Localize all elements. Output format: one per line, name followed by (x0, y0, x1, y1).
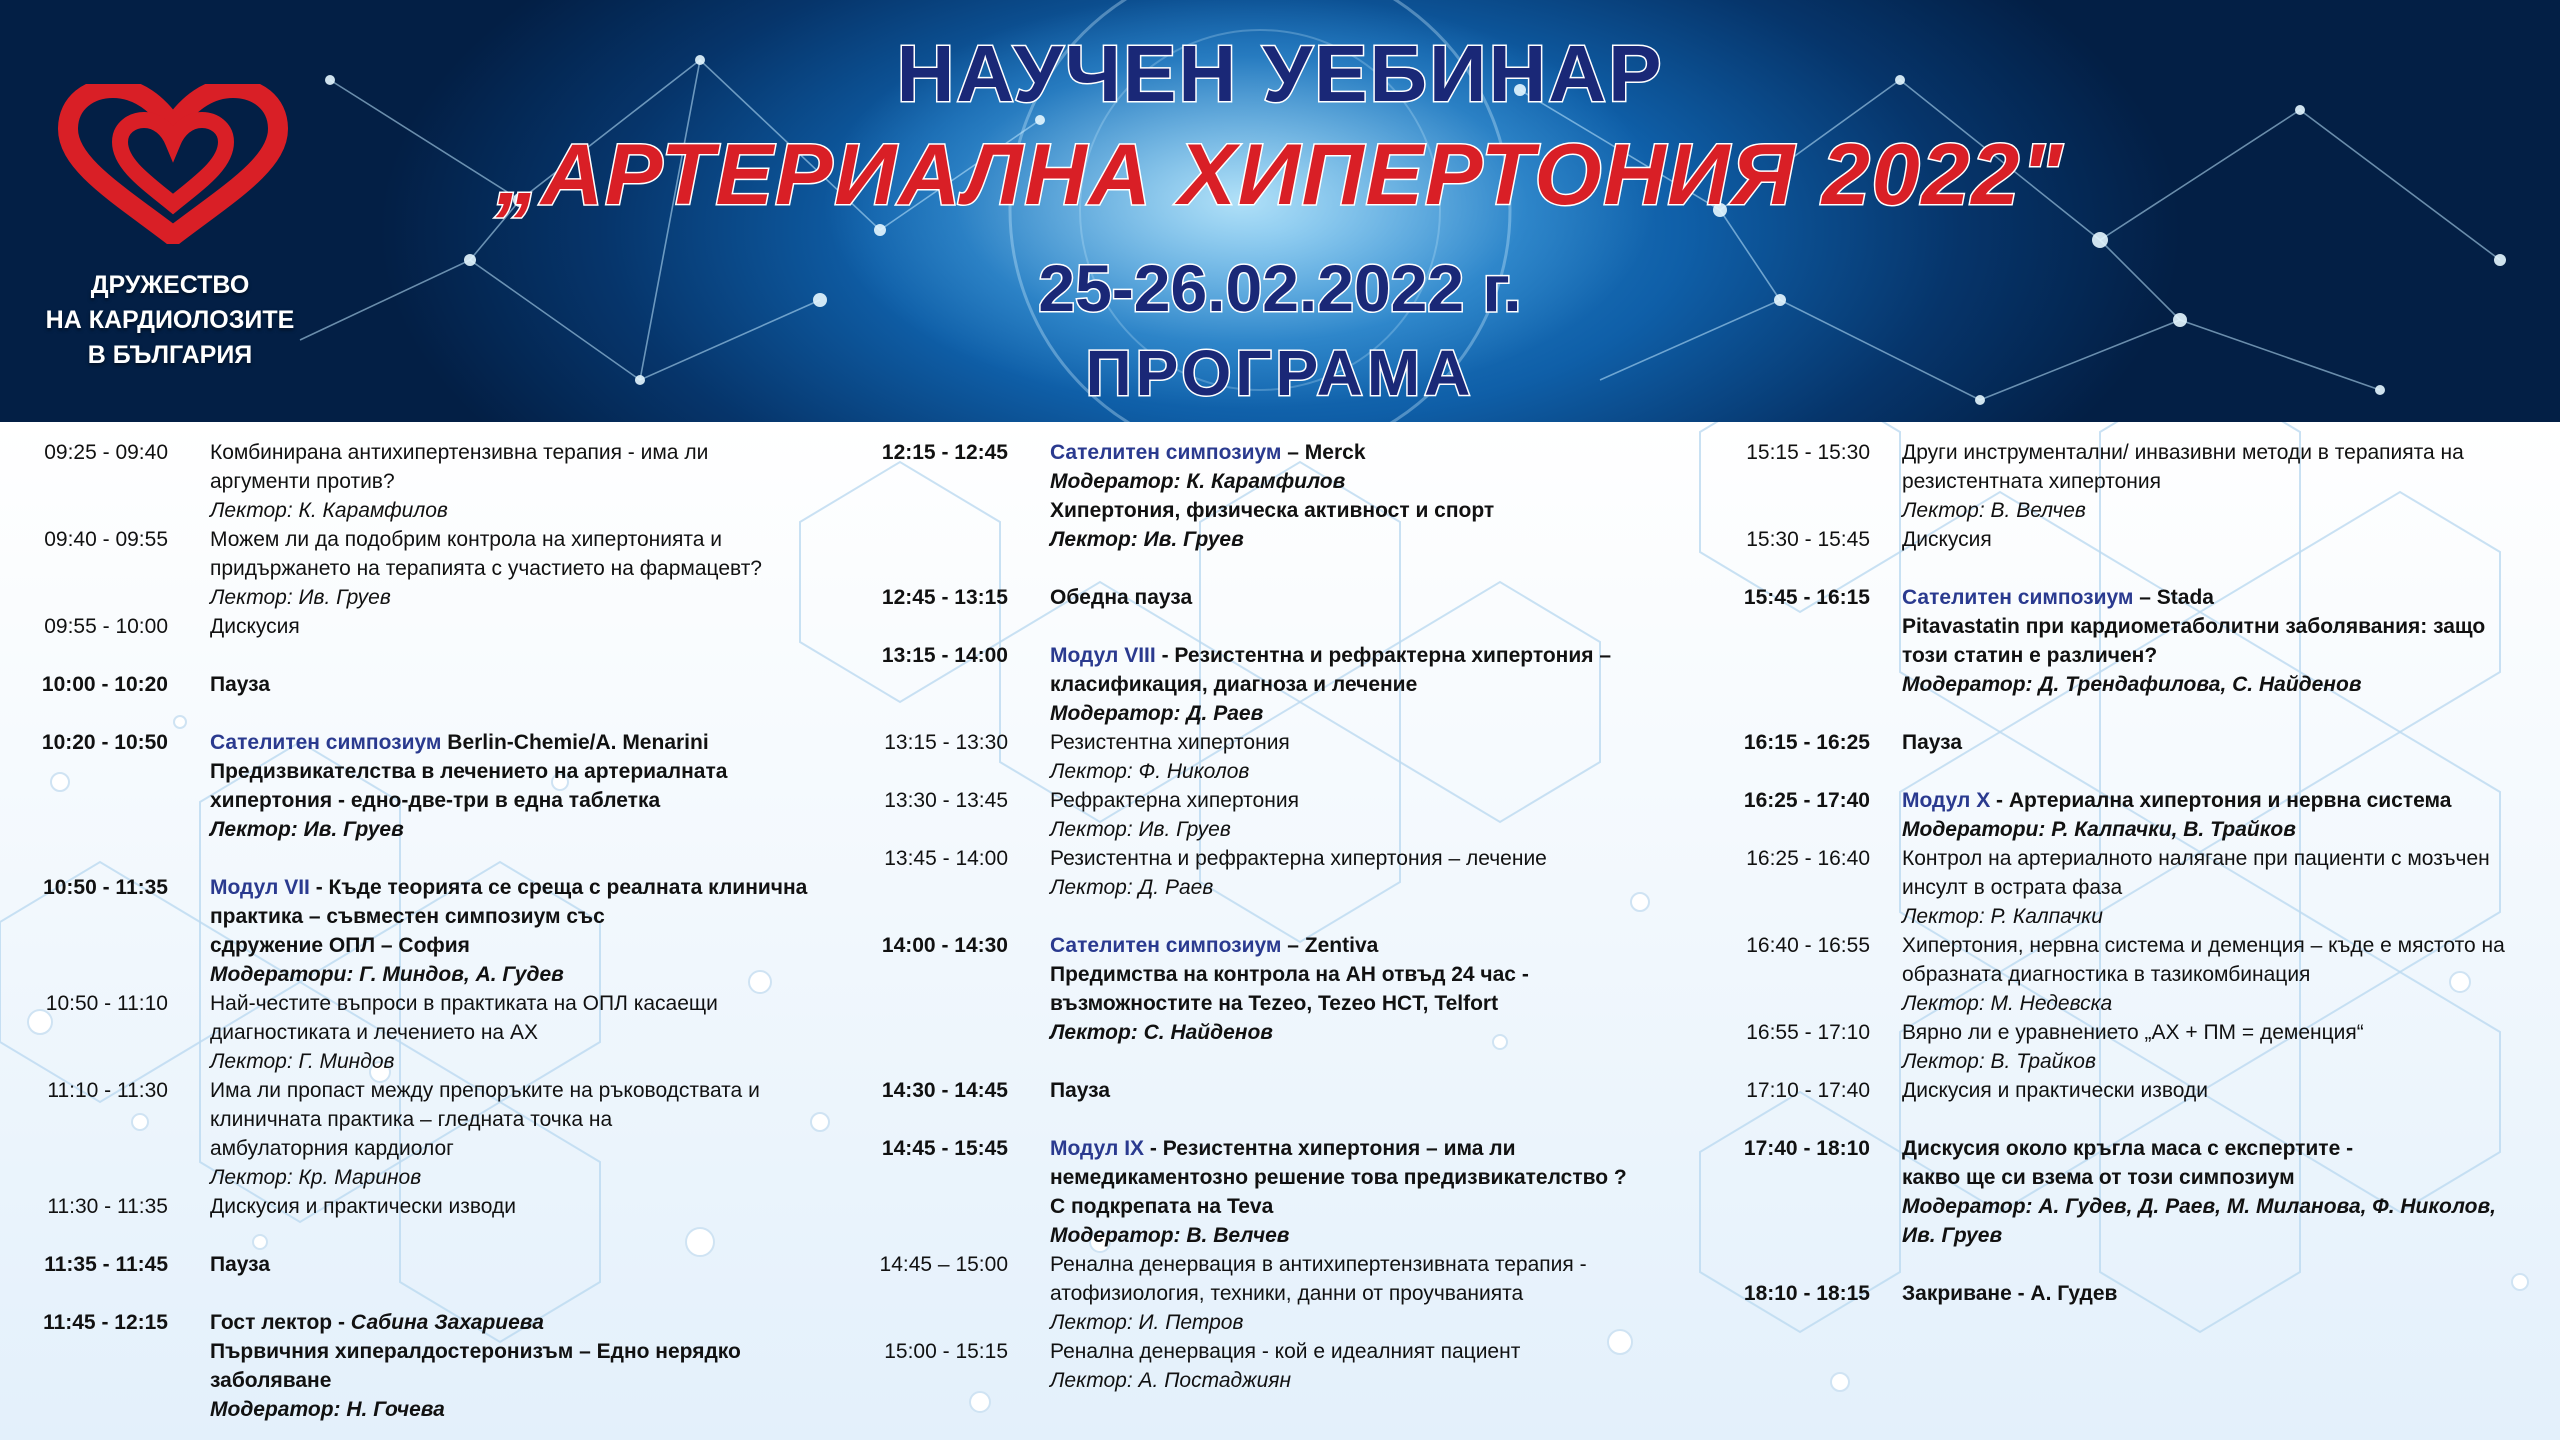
session-line (1050, 844, 1690, 873)
text-segment: Гост лектор - (210, 1311, 351, 1334)
time-slot: 18:10 - 18:15 (1743, 1282, 1870, 1305)
session-line (1050, 873, 1690, 902)
session-line (1050, 699, 1690, 728)
session-line (1902, 641, 2560, 670)
text-segment: С подкрепата на Teva (1050, 1195, 1274, 1218)
session-line (1050, 1221, 1690, 1250)
text-segment: – Merck (1281, 441, 1366, 464)
session-line (210, 1134, 820, 1163)
session-line (1902, 989, 2560, 1018)
session-line (1050, 438, 1690, 467)
session-line (210, 786, 820, 815)
session-line (1050, 1134, 1690, 1163)
text-segment: Модератори: Р. Калпачки, В. Трайков (1902, 818, 2296, 841)
text-segment: Berlin-Chemie/A. Menarini (447, 731, 709, 754)
session-line (210, 1337, 820, 1366)
session-line (210, 467, 820, 496)
schedule-row (0, 670, 820, 699)
text-segment: Пауза (1902, 731, 1963, 754)
session-line (1050, 757, 1690, 786)
session-line (210, 757, 820, 786)
session-line (1902, 496, 2560, 525)
schedule-row (850, 1337, 1690, 1395)
text-segment: Рефрактерна хипертония (1050, 789, 1299, 812)
text-segment: атофизиология, техники, данни от проучванията (1050, 1282, 1524, 1305)
text-segment: Лектор: Ив. Груев (1050, 818, 1231, 841)
text-segment: амбулаторния кардиолог (210, 1137, 454, 1160)
schedule-row (1700, 1076, 2560, 1105)
session-line (210, 583, 820, 612)
row-spacer (0, 641, 820, 670)
text-segment: Пауза (210, 673, 271, 696)
text-segment: Резистентна хипертония (1050, 731, 1290, 754)
schedule-row (1700, 525, 2560, 554)
text-segment: Модул VII (210, 876, 310, 899)
text-segment: Лектор: В. Трайков (1902, 1050, 2096, 1073)
schedule-row (1700, 728, 2560, 757)
schedule-row (850, 1134, 1690, 1250)
text-segment: Модератори: Г. Миндов, А. Гудев (210, 963, 564, 986)
time-slot: 15:15 - 15:30 (1746, 441, 1870, 464)
text-segment: Лектор: Р. Калпачки (1902, 905, 2103, 928)
session-line (1902, 728, 2560, 757)
text-segment: Резистентна и рефрактерна хипертония – лечение (1050, 847, 1547, 870)
schedule-row (850, 641, 1690, 728)
text-segment: Вярно ли е уравнението „АХ + ПМ = деменция“ (1902, 1021, 2364, 1044)
text-segment: образната диагностика в тазикомбинация (1902, 963, 2311, 986)
session-line (1050, 525, 1690, 554)
schedule-row (0, 989, 820, 1076)
time-slot: 11:10 - 11:30 (47, 1079, 168, 1102)
text-segment: Дискусия (210, 615, 300, 638)
webinar-label: НАУЧЕН УЕБИНАР (896, 29, 1664, 118)
session-line (210, 1250, 820, 1279)
session-line (1050, 1250, 1690, 1279)
text-segment: Лектор: Ив. Груев (210, 818, 404, 841)
session-line (210, 554, 820, 583)
text-segment: класификация, диагноза и лечение (1050, 673, 1418, 696)
time-slot: 14:45 – 15:00 (879, 1253, 1008, 1276)
schedule-row (850, 1250, 1690, 1337)
session-line (1902, 844, 2560, 873)
text-segment: Модератор: Д. Раев (1050, 702, 1264, 725)
time-slot: 12:45 - 13:15 (881, 586, 1008, 609)
text-segment: Лектор: Д. Раев (1050, 876, 1214, 899)
text-segment: Лектор: Кр. Маринов (210, 1166, 422, 1189)
time-slot: 16:40 - 16:55 (1746, 934, 1870, 957)
row-spacer (850, 902, 1690, 931)
row-spacer (0, 1221, 820, 1250)
event-title: „АРТЕРИАЛНА ХИПЕРТОНИЯ 2022" (495, 127, 2065, 223)
session-line (1050, 1018, 1690, 1047)
text-segment: Сателитен симпозиум (1050, 441, 1282, 464)
schedule-row (1700, 1134, 2560, 1250)
text-segment: Ив. Груев (1902, 1224, 2003, 1247)
row-spacer (0, 1279, 820, 1308)
time-slot: 13:15 - 13:30 (884, 731, 1008, 754)
text-segment: придържането на терапията с участието на фармацевт? (210, 557, 762, 580)
session-line (210, 1105, 820, 1134)
schedule-row (0, 1076, 820, 1192)
text-segment: заболяване (210, 1369, 332, 1392)
time-slot: 09:40 - 09:55 (44, 528, 168, 551)
schedule-row (0, 525, 820, 612)
text-segment: Контрол на артериалното налягане при пациенти с мозъчен (1902, 847, 2490, 870)
session-line (1902, 902, 2560, 931)
session-line (1050, 1308, 1690, 1337)
schedule-row (0, 1250, 820, 1279)
session-line (1902, 670, 2560, 699)
text-segment: Лектор: Ф. Николов (1050, 760, 1250, 783)
text-segment: Сателитен симпозиум (1902, 586, 2134, 609)
time-slot: 15:30 - 15:45 (1746, 528, 1870, 551)
session-line (1050, 670, 1690, 699)
session-line (210, 1308, 820, 1337)
time-slot: 11:35 - 11:45 (44, 1253, 168, 1276)
schedule-row (1700, 1279, 2560, 1308)
session-line (1050, 1337, 1690, 1366)
text-segment: Сабина Захариева (350, 1311, 544, 1334)
session-line (210, 1047, 820, 1076)
schedule-row (0, 1192, 820, 1221)
text-segment: Сателитен симпозиум (210, 731, 448, 754)
text-segment: Лектор: А. Постаджиян (1050, 1369, 1292, 1392)
session-line (1902, 1192, 2560, 1221)
schedule-row (0, 873, 820, 989)
text-segment: Ренална денервация в антихипертензивната терапия - (1050, 1253, 1587, 1276)
time-slot: 16:55 - 17:10 (1746, 1021, 1870, 1044)
session-line (210, 612, 820, 641)
text-segment: какво ще си взема от този симпозиум (1902, 1166, 2295, 1189)
text-segment: - Резистентна и рефрактерна хипертония – (1161, 644, 1612, 667)
row-spacer (850, 1047, 1690, 1076)
session-line (1050, 1279, 1690, 1308)
time-slot: 10:00 - 10:20 (41, 673, 168, 696)
session-line (1050, 1192, 1690, 1221)
row-spacer (1700, 554, 2560, 583)
text-segment: Комбинирана антихипертензивна терапия - има ли (210, 441, 709, 464)
session-line (1050, 496, 1690, 525)
session-line (210, 1366, 820, 1395)
schedule-row (1700, 1018, 2560, 1076)
text-segment: диагностиката и лечението на АХ (210, 1021, 538, 1044)
session-line (1902, 1279, 2560, 1308)
time-slot: 09:25 - 09:40 (44, 441, 168, 464)
time-slot: 10:20 - 10:50 (41, 731, 168, 754)
text-segment: Предимства на контрола на АН отвъд 24 час - (1050, 963, 1529, 986)
session-line (1050, 1366, 1690, 1395)
schedule-column-3 (1700, 438, 2560, 1308)
schedule-row (0, 612, 820, 641)
schedule-row (850, 728, 1690, 786)
session-line (1902, 931, 2560, 960)
text-segment: – Zentiva (1281, 934, 1379, 957)
text-segment: Модул X (1902, 789, 1991, 812)
text-segment: Ренална денервация - кой е идеалният пациент (1050, 1340, 1521, 1363)
session-line (210, 1395, 820, 1424)
session-line (1902, 1047, 2560, 1076)
session-line (1902, 1134, 2560, 1163)
text-segment: Пауза (210, 1253, 271, 1276)
text-segment: немедикаментозно решение това предизвикателство ? (1050, 1166, 1627, 1189)
session-line (1902, 960, 2560, 989)
time-slot: 10:50 - 11:10 (45, 992, 168, 1015)
session-line (1902, 786, 2560, 815)
session-line (1050, 1076, 1690, 1105)
text-segment: Лектор: С. Найденов (1050, 1021, 1273, 1044)
text-segment: Лектор: Г. Миндов (210, 1050, 395, 1073)
session-line (210, 902, 820, 931)
row-spacer (1700, 757, 2560, 786)
session-line (1050, 989, 1690, 1018)
text-segment: Лектор: В. Велчев (1902, 499, 2086, 522)
schedule-row (850, 786, 1690, 844)
text-segment: Закриване - А. Гудев (1902, 1282, 2118, 1305)
session-line (1902, 438, 2560, 467)
text-segment: възможностите на Tezeo, Tezeo HCT, Telfort (1050, 992, 1499, 1015)
text-segment: Модератор: А. Гудев, Д. Раев, М. Миланова, Ф. Николов, (1902, 1195, 2496, 1218)
schedule-row (850, 931, 1690, 1047)
text-segment: Най-честите въпроси в практиката на ОПЛ касаещи (210, 992, 718, 1015)
schedule-row (1700, 931, 2560, 1018)
schedule-row (850, 1076, 1690, 1105)
session-line (210, 815, 820, 844)
time-slot: 12:15 - 12:45 (881, 441, 1008, 464)
schedule-column-1 (0, 438, 820, 1424)
time-slot: 16:15 - 16:25 (1743, 731, 1870, 754)
time-slot: 11:30 - 11:35 (47, 1195, 168, 1218)
text-segment: Модул IX (1050, 1137, 1150, 1160)
text-segment: Лектор: Ив. Груев (1050, 528, 1244, 551)
text-segment: Други инструментални/ инвазивни методи в терапията на (1902, 441, 2464, 464)
row-spacer (1700, 1105, 2560, 1134)
session-line (210, 438, 820, 467)
time-slot: 09:55 - 10:00 (44, 615, 168, 638)
session-line (1050, 583, 1690, 612)
session-line (1050, 728, 1690, 757)
row-spacer (850, 1105, 1690, 1134)
text-segment: Модератор: Д. Трендафилова, С. Найденов (1902, 673, 2362, 696)
time-slot: 17:10 - 17:40 (1746, 1079, 1870, 1102)
schedule-row (850, 583, 1690, 612)
session-line (210, 989, 820, 1018)
text-segment: Модул VIII (1050, 644, 1162, 667)
text-segment: инсулт в острата фаза (1902, 876, 2123, 899)
text-segment: Можем ли да подобрим контрола на хипертонията и (210, 528, 722, 551)
schedule-row (0, 1308, 820, 1424)
time-slot: 13:15 - 14:00 (881, 644, 1008, 667)
session-line (210, 1163, 820, 1192)
schedule-row (850, 438, 1690, 554)
text-segment: - Артериална хипертония и нервна система (1990, 789, 2452, 812)
session-line (210, 1192, 820, 1221)
society-line-2: НА КАРДИОЛОЗИТЕ (45, 306, 295, 334)
text-segment: - Резистентна хипертония – има ли (1149, 1137, 1516, 1160)
session-line (210, 873, 820, 902)
schedule-column-2 (850, 438, 1690, 1395)
schedule-row (0, 728, 820, 844)
program-heading: ПРОГРАМА (1085, 337, 1475, 409)
row-spacer (0, 699, 820, 728)
row-spacer (850, 612, 1690, 641)
text-segment: Има ли пропаст между препоръките на ръководствата и (210, 1079, 760, 1102)
session-line (210, 931, 820, 960)
time-slot: 17:40 - 18:10 (1743, 1137, 1870, 1160)
session-line (1050, 815, 1690, 844)
time-slot: 11:45 - 12:15 (43, 1311, 168, 1334)
session-line (210, 728, 820, 757)
schedule-row (0, 438, 820, 525)
text-segment: сдружение ОПЛ – София (210, 934, 470, 957)
text-segment: резистентната хипертония (1902, 470, 2162, 493)
session-line (210, 960, 820, 989)
event-date: 25-26.02.2022 г. (1038, 251, 1522, 325)
schedule-row (1700, 438, 2560, 525)
text-segment: Дискусия и практически изводи (1902, 1079, 2208, 1102)
session-line (1902, 815, 2560, 844)
time-slot: 15:00 - 15:15 (884, 1340, 1008, 1363)
text-segment: Дискусия и практически изводи (210, 1195, 516, 1218)
session-line (1902, 525, 2560, 554)
row-spacer (0, 844, 820, 873)
time-slot: 15:45 - 16:15 (1743, 586, 1870, 609)
schedule-row (1700, 786, 2560, 844)
time-slot: 16:25 - 17:40 (1743, 789, 1870, 812)
session-line (1902, 873, 2560, 902)
text-segment: Пауза (1050, 1079, 1111, 1102)
text-segment: Pitavastatin при кардиометаболитни заболявания: защо (1902, 615, 2486, 638)
schedule-row (1700, 583, 2560, 699)
text-segment: – Stada (2133, 586, 2214, 609)
text-segment: този статин е различен? (1902, 644, 2158, 667)
time-slot: 14:45 - 15:45 (881, 1137, 1008, 1160)
time-slot: 14:30 - 14:45 (881, 1079, 1008, 1102)
session-line (210, 525, 820, 554)
society-line-3: В БЪЛГАРИЯ (87, 341, 253, 369)
row-spacer (1700, 699, 2560, 728)
header-banner (0, 0, 2560, 422)
time-slot: 13:30 - 13:45 (884, 789, 1008, 812)
session-line (210, 670, 820, 699)
row-spacer (1700, 1250, 2560, 1279)
session-line (210, 496, 820, 525)
session-line (1050, 786, 1690, 815)
text-segment: Дискусия около кръгла маса с експертите - (1902, 1137, 2354, 1160)
session-line (1902, 583, 2560, 612)
text-segment: Лектор: И. Петров (1050, 1311, 1244, 1334)
session-line (210, 1018, 820, 1047)
session-line (1902, 1076, 2560, 1105)
text-segment: Лектор: Ив. Груев (210, 586, 391, 609)
text-segment: Предизвикателства в лечението на артериалната (210, 760, 728, 783)
text-segment: хипертония - едно-две-три в една таблетка (210, 789, 661, 812)
text-segment: Обедна пауза (1050, 586, 1193, 609)
session-line (1902, 1221, 2560, 1250)
text-segment: Модератор: В. Велчев (1050, 1224, 1290, 1247)
text-segment: Модератор: К. Карамфилов (1050, 470, 1346, 493)
time-slot: 10:50 - 11:35 (43, 876, 168, 899)
text-segment: Хипертония, физическа активност и спорт (1050, 499, 1495, 522)
text-segment: Лектор: М. Недевска (1902, 992, 2113, 1015)
text-segment: Модератор: Н. Гочева (210, 1398, 445, 1421)
session-line (1050, 931, 1690, 960)
session-line (1050, 641, 1690, 670)
session-line (1902, 467, 2560, 496)
time-slot: 14:00 - 14:30 (881, 934, 1008, 957)
session-line (1050, 1163, 1690, 1192)
text-segment: Дискусия (1902, 528, 1992, 551)
text-segment: Сателитен симпозиум (1050, 934, 1282, 957)
text-segment: практика – съвместен симпозиум със (210, 905, 605, 928)
text-segment: аргументи против? (210, 470, 395, 493)
time-slot: 13:45 - 14:00 (884, 847, 1008, 870)
session-line (1902, 1163, 2560, 1192)
session-line (1050, 960, 1690, 989)
schedule-row (1700, 844, 2560, 931)
session-line (210, 1076, 820, 1105)
text-segment: клиничната практика – гледната точка на (210, 1108, 613, 1131)
society-line-1: ДРУЖЕСТВО (90, 271, 250, 299)
row-spacer (850, 554, 1690, 583)
session-line (1902, 1018, 2560, 1047)
time-slot: 16:25 - 16:40 (1746, 847, 1870, 870)
text-segment: Първичния хипералдостеронизъм – Едно нерядко (210, 1340, 741, 1363)
text-segment: - Къде теорията се среща с реалната клинична (309, 876, 808, 899)
text-segment: Лектор: К. Карамфилов (210, 499, 448, 522)
session-line (1050, 467, 1690, 496)
text-segment: Хипертония, нервна система и деменция – къде е мястото на (1902, 934, 2505, 957)
schedule-row (850, 844, 1690, 902)
session-line (1902, 612, 2560, 641)
